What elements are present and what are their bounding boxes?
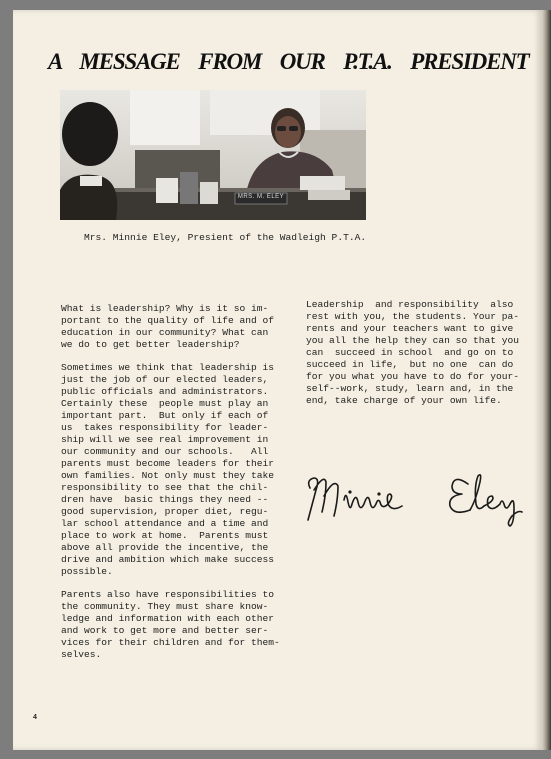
president-photo (60, 90, 366, 220)
left-column (61, 303, 281, 672)
signature (300, 460, 530, 530)
signature-drawing (300, 460, 530, 530)
nameplate-text: MRS. M. ELEY (237, 194, 285, 200)
photo-illustration (60, 90, 366, 220)
paragraph: Sometimes we think that leadership is just the job of our elected leaders, public officials and administrators. Certainly these people must play an important part. But only if each of us takes responsibility for leader- ship will we see real improvement in our community and our schools. All parents must become leaders for their own families. Not only must they take responsibility to see that the chil- dren have basic things they need -- good supervision, proper diet, regu- lar school attendance and a time and place to work at home. Parents must above all provide the incentive, the drive and ambition which make success possible. (61, 362, 275, 577)
right-column (306, 299, 526, 418)
paragraph: Leadership and responsibility also rest with you, the students. Your pa- rents and your teachers want to give you all the help they can so that you can succeed in school and go on to succeed in life, but no one can do for you what you have to do for your- self--work, study, learn and, in the end, take charge of your own life. (306, 299, 520, 406)
paragraph: Parents also have responsibilities to the community. They must share know- ledge and information with each other and work to get more and better ser- vices for their children and for them- selves. (61, 589, 280, 660)
page-number: 4 (33, 714, 37, 721)
binding-edge (542, 10, 551, 750)
photo-caption: Mrs. Minnie Eley, Presient of the Wadleigh P.T.A. (84, 232, 367, 243)
paragraph: What is leadership? Why is it so im- portant to the quality of life and of education in our community? What can we do to get better leadership? (61, 303, 275, 350)
page-title: A MESSAGE FROM OUR P.T.A. PRESIDENT (48, 49, 529, 74)
